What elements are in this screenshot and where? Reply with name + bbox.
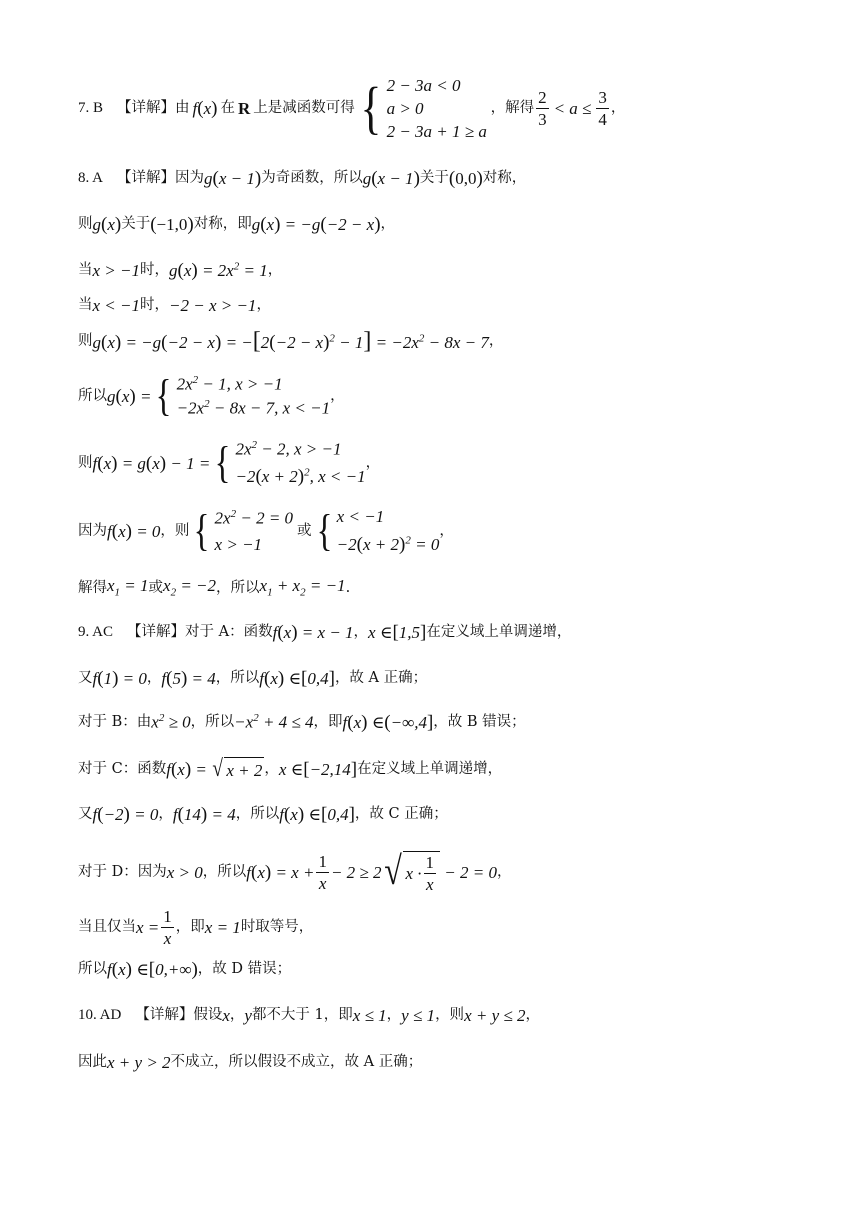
q9-tag: 【详解】 [127,623,186,640]
q8-line-1: 8. A 【详解】 因为 g(x − 1) 为奇函数，所以 g(x − 1) 关于 (0,0) 对称， [78,167,527,189]
q10-line-2: 因此 x + y > 2 不成立，所以假设不成立，故 A 正确； [78,1052,423,1072]
q9-line-6: 对于 D：因为 x > 0 ，所以 f ( x ) = x + $\frac{1}{x}$ − 2 ≥ 2 √ x · $\frac{1}{x}$ − 2 = 0 ， [78,848,512,894]
q10-tag: 【详解】 [135,1006,194,1023]
q8-label: 8. A [78,169,104,186]
q9-line-2: 又 f(1) = 0 ， f(5) = 4 ，所以 f(x) ∈[0,4] ，故 A 正确； [78,667,428,689]
q9-line-8: 所以 f(x) ∈[0,+∞) ，故 D 错误； [78,958,292,980]
q9-line-5: 又 f(−2) = 0 ， f(14) = 4 ，所以 f(x) ∈[0,4] ，故 C 正确； [78,803,448,825]
q7-label: 7. B [78,99,104,116]
q8-line-9: 解得 $x_1 = 1$ 或 $x_2 = -2$ ，所以 $x_1 + x_2 = -1$ . [78,576,351,599]
left-brace: { [360,75,382,140]
q8-tag: 【详解】 [117,169,176,186]
q7-tag: 【详解】 [117,99,176,116]
q9-line-4: 对于 C：函数 f ( x ) = √ x + 2 ， x ∈[−2,14] 在定义域上单调递增， [78,756,503,782]
q8-line-8: 因为 f(x) = 0 ，则 { $2x^2 - 2 = 0$ x > −1 或 { x < −1 $-2(x + 2)^2 = 0$ ， [78,506,454,555]
q9-label: 9. AC [78,623,114,640]
math-R: R [237,98,251,118]
math-fx: f(x) [192,97,218,119]
q8-line-3: 当 x > −1 时， $g(x) = 2x^2 = 1$ ， [78,259,283,281]
q10-label: 10. AD [78,1006,122,1023]
q8-line-6: 所以 g(x) = { $2x^2 - 1$, x > −1 $-2x^2 - 8x - 7$, x < −1 ， [78,371,345,420]
q8-line-5: 则 $g(x) = -g(-2 - x) = -[2(-2 - x)^2 - 1] = -2x^2 - 8x - 7$ ， [78,328,504,354]
q7-line: 7. B 【详解】 由 f(x) 在 R 上是减函数可得 { 2 − 3a < 0 a > 0 2 − 3a + 1 ≥ a ，解得 $\frac{2}{3}$ < a ≤ $\frac{3}{4}$ ， [78,75,626,141]
q8-line-2: 则 g(x) 关于 (−1,0) 对称，即 g(x) = −g(−2 − x) ， [78,213,396,235]
q10-line-1: 10. AD 【详解】 假设 x ， y 都不大于 1，即 x ≤ 1 ， y ≤ 1 ，则 x + y ≤ 2 ， [78,1005,540,1025]
q9-line-3: 对于 B：由 $x^2 \ge 0$ ，所以 $-x^2 + 4 \le 4$ ，即 f(x) ∈(−∞,4] ，故 B 错误； [78,711,526,733]
q9-line-1: 9. AC 【详解】 对于 A：函数 f(x) = x − 1 ， x ∈[1,5] 在定义域上单调递增， [78,621,572,643]
q7-result: $\frac{2}{3}$ < a ≤ $\frac{3}{4}$ [538,87,607,129]
q9-line-7: 当且仅当 x = $\frac{1}{x}$ ，即 x = 1 时取等号， [78,906,314,948]
q8-line-7: 则 f(x) = g(x) − 1 = { $2x^2 - 2$, x > −1 $-2(x + 2)^2$, x < −1 ， [78,438,381,488]
q7-cases: 2 − 3a < 0 a > 0 2 − 3a + 1 ≥ a [386,75,487,141]
q8-line-4: 当 x < −1 时， −2 − x > −1 ， [78,295,271,315]
